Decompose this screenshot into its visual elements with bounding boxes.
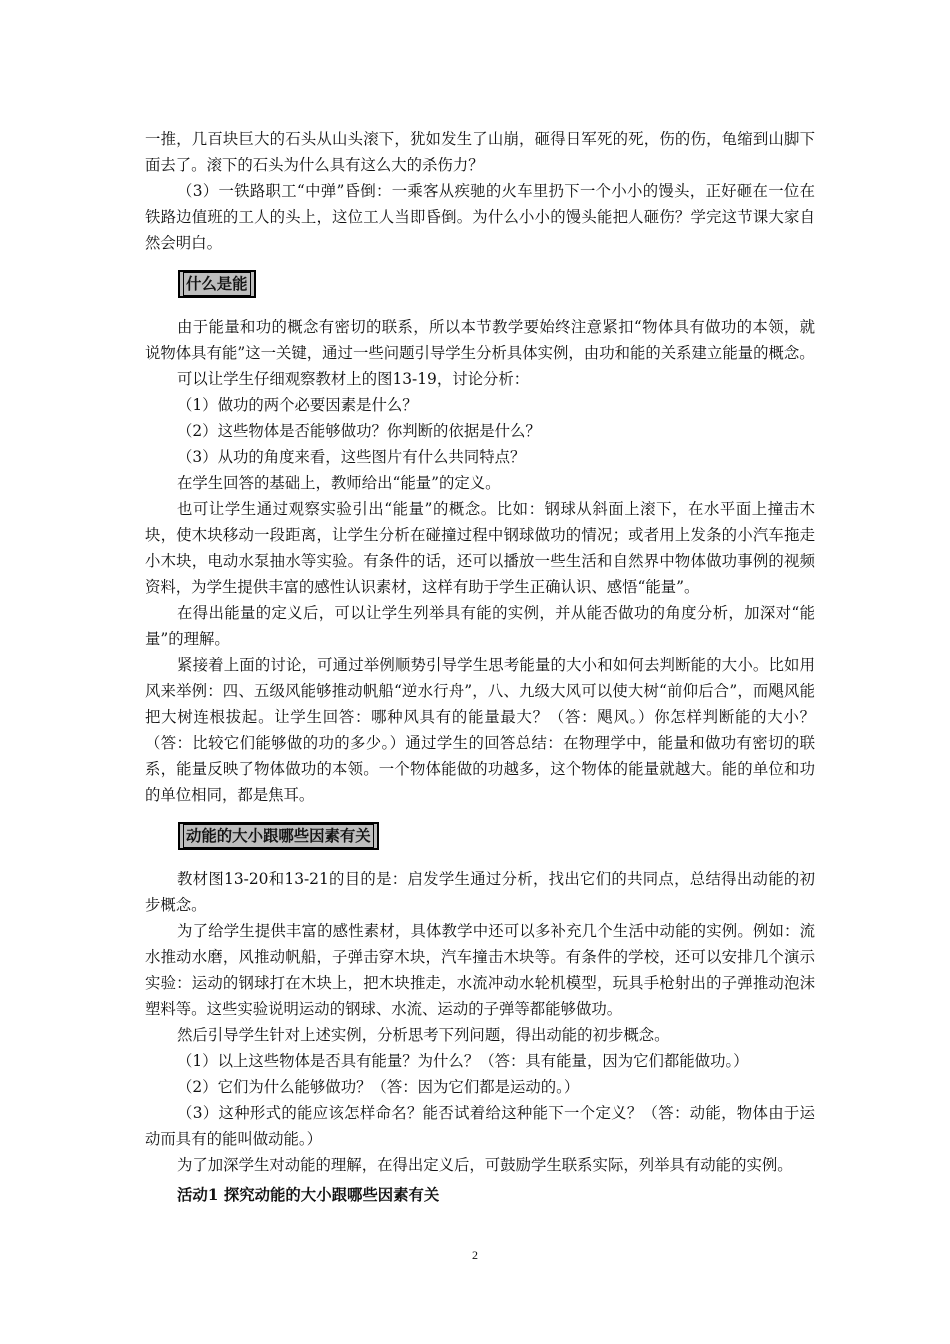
paragraph: 在学生回答的基础上，教师给出“能量”的定义。: [177, 474, 501, 492]
paragraph: 在得出能量的定义后，可以让学生列举具有能的实例，并从能否做功的角度分析，加深对“能量”的理解。: [145, 604, 815, 648]
paragraph: 然后引导学生针对上述实例，分析思考下列问题，得出动能的初步概念。: [177, 1026, 670, 1044]
page-number: 2: [472, 1248, 478, 1262]
paragraph: （3）一铁路职工“中弹”昏倒：一乘客从疾驰的火车里扔下一个小小的馒头，正好砸在一位在铁路边值班的工人的头上，这位工人当即昏倒。为什么小小的馒头能把人砸伤？学完这节课大家自然会明白。: [145, 182, 815, 252]
section-heading-text: 动能的大小跟哪些因素有关: [183, 824, 374, 848]
paragraph: 紧接着上面的讨论，可通过举例顺势引导学生思考能量的大小和如何去判断能的大小。比如用风来举例：四、五级风能够推动帆船“逆水行舟”，八、九级大风可以使大树“前仰后合”，而飓风能把大树连根拔起。让学生回答：哪种风具有的能量最大？（答：飓风。）你怎样判断能的大小？（答：比较它们能够做的功的多少。）通过学生的回答总结：在物理学中，能量和做功有密切的联系，能量反映了物体做功的本领。一个物体能做的功越多，这个物体的能量就越大。能的单位和功的单位相同，都是焦耳。: [145, 656, 815, 804]
activity-title: 活动1 探究动能的大小跟哪些因素有关: [177, 1186, 440, 1204]
paragraph: 为了加深学生对动能的理解，在得出定义后，可鼓励学生联系实际，列举具有动能的实例。: [177, 1156, 793, 1174]
paragraph: 由于能量和功的概念有密切的联系，所以本节教学要始终注意紧扣“物体具有做功的本领，就说物体具有能”这一关键，通过一些问题引导学生分析具体实例，由功和能的关系建立能量的概念。: [145, 318, 815, 362]
paragraph: 为了给学生提供丰富的感性素材，具体教学中还可以多补充几个生活中动能的实例。例如：流水推动水磨，风推动帆船，子弹击穿木块，汽车撞击木块等。有条件的学校，还可以安排几个演示实验：运动的钢球打在木块上，把木块推走，水流冲动水轮机模型，玩具手枪射出的子弹推动泡沫塑料等。这些实验说明运动的钢球、水流、运动的子弹等都能够做功。: [145, 922, 815, 1018]
page-content: [145, 126, 815, 1208]
question-item: （2）它们为什么能够做功？（答：因为它们都是运动的。）: [177, 1078, 580, 1096]
paragraph: 也可让学生通过观察实验引出“能量”的概念。比如：钢球从斜面上滚下，在水平面上撞击木块，使木块移动一段距离，让学生分析在碰撞过程中钢球做功的情况；或者用上发条的小汽车拖走小木块，电动水泵抽水等实验。有条件的话，还可以播放一些生活和自然界中物体做功事例的视频资料，为学生提供丰富的感性认识素材，这样有助于学生正确认识、感悟“能量”。: [145, 500, 815, 596]
section-heading-text: 什么是能: [183, 272, 251, 296]
section-heading-kinetic-energy: [178, 822, 379, 850]
question-item: （3）从功的角度来看，这些图片有什么共同特点？: [177, 448, 526, 466]
section-heading-container: [178, 822, 815, 852]
paragraph: 教材图13-20和13-21的目的是：启发学生通过分析，找出它们的共同点，总结得出动能的初步概念。: [145, 870, 815, 914]
question-item: （2）这些物体是否能够做功？你判断的依据是什么？: [177, 422, 541, 440]
section-heading-what-is-energy: [178, 270, 256, 298]
section-heading-container: [178, 270, 815, 300]
paragraph: 可以让学生仔细观察教材上的图13-19，讨论分析：: [177, 370, 530, 388]
question-item: （3）这种形式的能应该怎样命名？能否试着给这种能下一个定义？（答：动能，物体由于运动而具有的能叫做动能。）: [145, 1104, 815, 1148]
paragraph: 一推，几百块巨大的石头从山头滚下，犹如发生了山崩，砸得日军死的死，伤的伤，龟缩到山脚下面去了。滚下的石头为什么具有这么大的杀伤力？: [145, 130, 815, 174]
question-item: （1）以上这些物体是否具有能量？为什么？（答：具有能量，因为它们都能做功。）: [177, 1052, 749, 1070]
question-item: （1）做功的两个必要因素是什么？: [177, 396, 418, 414]
